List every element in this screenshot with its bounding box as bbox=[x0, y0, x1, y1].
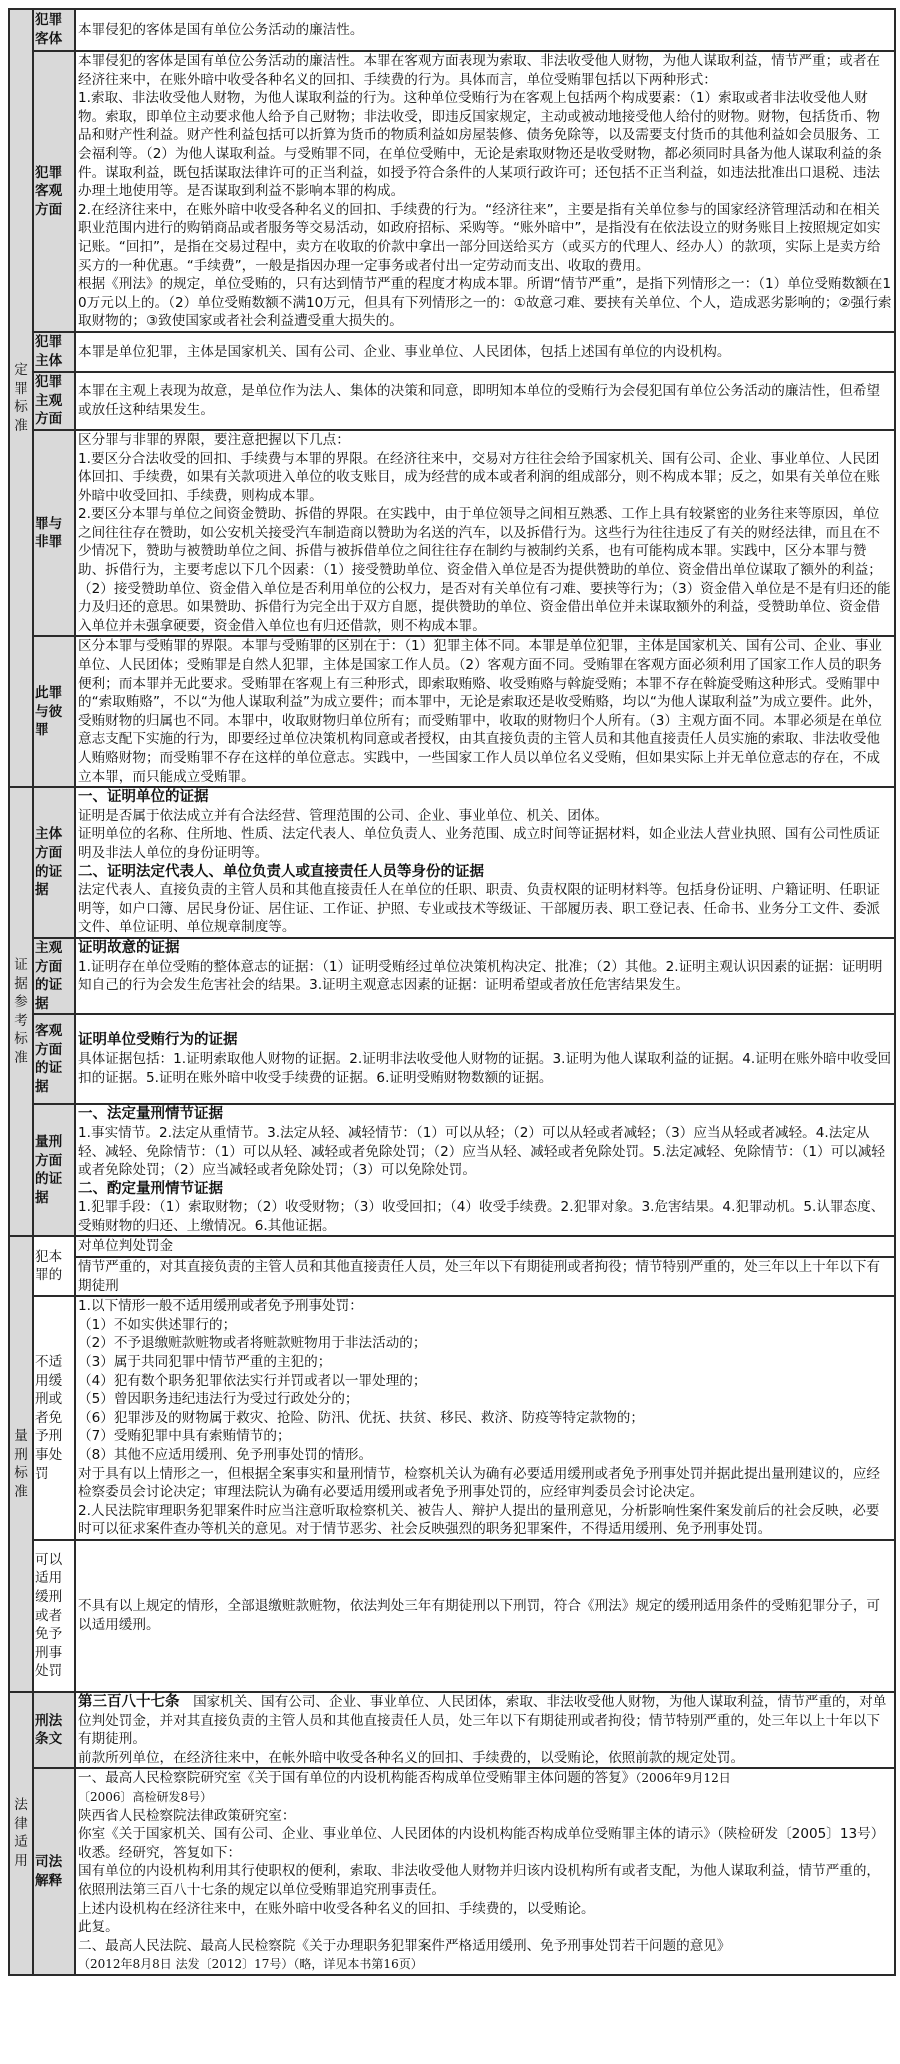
list-item: （1）不如实供述罪行的； bbox=[78, 1316, 237, 1333]
text-crime-subject: 本罪是单位犯罪，主体是国家机关、国有公司、企业、事业单位、人民团体，包括上述国有单位的内设机构。 bbox=[75, 332, 895, 372]
list-item: （5）曾因职务违纪违法行为受过行政处分的； bbox=[78, 1391, 359, 1408]
label-crime-subjective: 犯罪主观方面 bbox=[33, 372, 75, 430]
heading: 一、法定量刑情节证据 bbox=[78, 1106, 223, 1123]
heading: 二、酌定量刑情节证据 bbox=[78, 1180, 223, 1197]
paragraph bbox=[78, 1693, 892, 1749]
list-item: （2）不予退缴赃款赃物或者将赃款赃物用于非法活动的； bbox=[78, 1335, 427, 1352]
row-probation-applicable bbox=[9, 1540, 895, 1692]
paragraph: 你室《关于国家机关、国有公司、企业、事业单位、人民团体的内设机构能否构成单位受贿罪主体的请示》（陕检研发〔2005〕13号）收悉。经研究，答复如下： bbox=[78, 1826, 885, 1861]
heading: 二、证明法定代表人、单位负责人或直接责任人员等身份的证据 bbox=[78, 863, 484, 880]
row-probation-not-applicable bbox=[9, 1296, 895, 1540]
row-interpretation bbox=[9, 1768, 895, 1975]
row-crime-object bbox=[9, 9, 895, 51]
row-penalty-imprisonment bbox=[9, 1257, 895, 1296]
list-item: （6）犯罪涉及的财物属于救灾、抢险、防汛、优抚、扶贫、移民、救济、防疫等特定款物的； bbox=[78, 1409, 644, 1426]
category-evidence-standard: 证据参考标准 bbox=[9, 787, 33, 1236]
paragraph: 前款所列单位，在经济往来中，在帐外暗中收受各种名义的回扣、手续费的，以受贿论，依照前款的规定处罚。 bbox=[78, 1749, 745, 1766]
paragraph: 本罪侵犯的客体是国有单位公务活动的廉洁性。本罪在客观方面表现为索取、非法收受他人财物，为他人谋取利益，情节严重；或者在经济往来中，在账外暗中收受各种名义的回扣、手续费的行为。具体而言，单位受贿罪包括以下两种形式： bbox=[78, 53, 881, 88]
category-law-application: 法律适用 bbox=[9, 1692, 33, 1975]
label-crime-object: 犯罪客体 bbox=[33, 9, 75, 51]
heading: 一、证明单位的证据 bbox=[78, 789, 209, 806]
paragraph: 1.事实情节。2.法定从重情节。3.法定从轻、减轻情节：（1）可以从轻；（2）可以从轻或者减轻；（3）应当从轻或者减轻。4.法定从轻、减轻、免除情节：（1）可以从轻、减轻或者免除处罚；（2）应当从轻、减轻或者免除处罚。5.法定减轻、免除情节：（1）可以减轻或者免除处罚；（2）应当减轻或者免除处罚；（3）可以免除处罚。 bbox=[78, 1124, 885, 1179]
label-statute: 刑法条文 bbox=[33, 1692, 75, 1768]
legal-standards-document bbox=[8, 8, 896, 1976]
heading: 证明单位受贿行为的证据 bbox=[78, 1032, 238, 1049]
paragraph bbox=[78, 1769, 892, 1788]
list-item: （8）其他不应适用缓刑、免予刑事处罚的情形。 bbox=[78, 1447, 373, 1463]
paragraph: 根据《刑法》的规定，单位受贿的，只有达到情节严重的程度才构成本罪。所谓“情节严重”，是指下列情形之一：（1）单位受贿数额在10万元以上的。（2）单位受贿数额不满10万元，但具有下列情形之一的：①故意刁难、要挟有关单位、个人，造成恶劣影响的；②强行索取财物的；③致使国家或者社会利益遭受重大损失的。 bbox=[78, 276, 892, 330]
reference: （2006年9月12日 bbox=[635, 1771, 731, 1786]
text-statute bbox=[75, 1692, 895, 1768]
paragraph: 具体证据包括：1.证明索取他人财物的证据。2.证明非法收受他人财物的证据。3.证明为他人谋取利益的证据。4.证明在账外暗中收受回扣的证据。5.证明在账外暗中收受手续费的证据。6.证明受贿财物数额的证据。 bbox=[78, 1051, 892, 1086]
label-evidence-subjective: 主观方面的证据 bbox=[33, 938, 75, 1014]
paragraph: 法定代表人、直接负责的主管人员和其他直接责任人在单位的任职、职责、负责权限的证明材料等。包括身份证明、户籍证明、任职证明等，如户口簿、居民身份证、居住证、工作证、护照、专业或技术等级证、干部履历表、职工登记表、任命书、业务分工文件、委派文件、单位证明、单位规章制度等。 bbox=[78, 882, 881, 936]
row-crime-subjective bbox=[9, 372, 895, 430]
text-this-vs-that: 区分本罪与受贿罪的界限。本罪与受贿罪的区别在于：（1）犯罪主体不同。本罪是单位犯罪，主体是国家机关、国有公司、企业、事业单位、人民团体；受贿罪是自然人犯罪，主体是国家工作人员。（2）客观方面不同。受贿罪在客观方面必须利用了国家工作人员的职务便利；而本罪并无此要求。受贿罪在客观上有三种形式，即索取贿赂、收受贿赂与斡旋受贿；本罪不存在斡旋受贿这种形式。受贿罪中的“索取贿赂”，不以“为他人谋取利益”为成立要件；而本罪中，无论是索取还是收受贿赂，均以“为他人谋取利益”为成立要件。此外，受贿财物的归属也不同。本罪中，收取财物归单位所有；而受贿罪中，收取的财物归个人所有。（3）主观方面不同。本罪必须是在单位意志支配下实施的行为，即要经过单位决策机构同意或者授权，由其直接负责的主管人员和其他直接责任人员实施的索取、非法收受他人贿赂财物；而受贿罪不存在这样的单位意志。实践中，一些国家工作人员以单位名义受贿，但如果实际上并无单位意志的存在，不成立本罪，而只能成立受贿罪。 bbox=[75, 636, 895, 787]
article-number: 第三百八十七条 bbox=[78, 1693, 180, 1710]
text-crime-subjective: 本罪在主观上表现为故意，是单位作为法人、集体的决策和同意，即明知本单位的受贿行为会侵犯国有单位公务活动的廉洁性，但希望或放任这种结果发生。 bbox=[75, 372, 895, 430]
paragraph: 陕西省人民检察院法律政策研究室： bbox=[78, 1807, 296, 1824]
paragraph: 1.证明存在单位受贿的整体意志的证据：（1）证明受贿经过单位决策机构决定、批准；（2）其他。2.证明主观认识因素的证据：证明明知自己的行为会发生危害社会的结果。3.证明主观意志因素的证据：证明希望或者放任危害结果发生。 bbox=[78, 958, 883, 994]
category-sentencing-standard: 量刑标准 bbox=[9, 1236, 33, 1692]
paragraph: 证明单位的名称、住所地、性质、法定代表人、单位负责人、业务范围、成立时间等证据材料，如企业法人营业执照、国有公司性质证明及非法人单位的身份证明等。 bbox=[78, 826, 881, 861]
paragraph: 国有单位的内设机构利用其行使职权的便利，索取、非法收受他人财物并归该内设机构所有或者支配，为他人谋取利益，情节严重的，依照刑法第三百八十七条的规定以单位受贿罪追究刑事责任。 bbox=[78, 1863, 881, 1898]
label-evidence-objective: 客观方面的证据 bbox=[33, 1014, 75, 1104]
row-evidence-subjective bbox=[9, 938, 895, 1014]
label-probation-not-applicable: 不适用缓刑或者免予刑事处罚 bbox=[33, 1296, 75, 1540]
list-item: （3）属于共同犯罪中情节严重的主犯的； bbox=[78, 1354, 332, 1371]
row-penalty-fine bbox=[9, 1236, 895, 1257]
label-crime-objective: 犯罪客观方面 bbox=[33, 51, 75, 332]
interpretation-title-1: 一、最高人民检察院研究室《关于国有单位的内设机构能否构成单位受贿罪主体问题的答复》 bbox=[78, 1770, 636, 1787]
row-evidence-objective bbox=[9, 1014, 895, 1104]
row-evidence-subject bbox=[9, 787, 895, 938]
row-evidence-sentencing bbox=[9, 1104, 895, 1236]
row-crime-vs-noncrime bbox=[9, 430, 895, 637]
text-probation-applicable: 不具有以上规定的情形，全部退缴赃款赃物，依法判处三年有期徒刑以下刑罚，符合《刑法》规定的缓刑适用条件的受贿犯罪分子，可以适用缓刑。 bbox=[75, 1540, 895, 1692]
text-evidence-objective bbox=[75, 1014, 895, 1104]
text-crime-vs-noncrime bbox=[75, 430, 895, 637]
label-probation-applicable: 可以适用缓刑或者免予刑事处罚 bbox=[33, 1540, 75, 1692]
text-penalty-fine: 对单位判处罚金 bbox=[75, 1236, 895, 1257]
article-text: 国家机关、国有公司、企业、事业单位、人民团体，索取、非法收受他人财物，为他人谋取利益，情节严重的，对单位判处罚金，并对其直接负责的主管人员和其他直接责任人员，处三年以下有期徒刑或者拘役；情节特别严重的，处三年以上十年以下有期徒刑。 bbox=[78, 1693, 887, 1748]
paragraph: 此复。 bbox=[78, 1919, 119, 1936]
paragraph: 1.犯罪手段：（1）索取财物；（2）收受财物；（3）收受回扣；（4）收受手续费。2.犯罪对象。3.危害结果。4.犯罪动机。5.认罪态度、受贿财物的归还、上缴情况。6.其他证据。 bbox=[78, 1199, 885, 1234]
text-crime-objective bbox=[75, 51, 895, 332]
row-crime-objective bbox=[9, 51, 895, 332]
heading: 证明故意的证据 bbox=[78, 939, 180, 956]
text-evidence-subjective bbox=[75, 938, 895, 1014]
label-crime-vs-noncrime: 罪与非罪 bbox=[33, 430, 75, 637]
paragraph: 对于具有以上情形之一，但根据全案事实和量刑情节，检察机关认为确有必要适用缓刑或者免予刑事处罚并据此提出量刑建议的，应经检察委员会讨论决定；审理法院认为确有必要适用缓刑或者免予刑事处罚的，应经审判委员会讨论决定。 bbox=[78, 1465, 881, 1501]
paragraph: 2.人民法院审理职务犯罪案件时应当注意听取检察机关、被告人、辩护人提出的量刑意见，分析影响性案件案发前后的社会反映，必要时可以征求案件查办等机关的意见。对于情节恶劣、社会反映强烈的职务犯罪案件，不得适用缓刑、免予刑事处罚。 bbox=[78, 1502, 880, 1538]
standards-table bbox=[8, 8, 896, 1976]
text-crime-object: 本罪侵犯的客体是国有单位公务活动的廉洁性。 bbox=[75, 9, 895, 51]
list-item: 1.以下情形一般不适用缓刑或者免予刑事处罚： bbox=[78, 1298, 363, 1315]
list-item: （4）犯有数个职务犯罪依法实行并罚或者以一罪处理的； bbox=[78, 1372, 427, 1389]
category-conviction-standard: 定罪标准 bbox=[9, 9, 33, 787]
text-interpretation bbox=[75, 1768, 895, 1975]
interpretation-title-2: 二、最高人民法院、最高人民检察院《关于办理职务犯罪案件严格适用缓刑、免予刑事处罚若干问题的意见》 bbox=[78, 1937, 731, 1954]
text-probation-not-applicable bbox=[75, 1296, 895, 1540]
text-evidence-subject bbox=[75, 787, 895, 938]
text-evidence-sentencing bbox=[75, 1104, 895, 1236]
label-this-vs-that: 此罪与彼罪 bbox=[33, 636, 75, 787]
label-evidence-sentencing: 量刑方面的证据 bbox=[33, 1104, 75, 1236]
reference: 〔2006〕高检研发8号） bbox=[78, 1789, 213, 1804]
list-item: （7）受贿犯罪中具有索贿情节的； bbox=[78, 1428, 291, 1445]
reference: （2012年8月8日 法发〔2012〕17号）（略，详见本书第16页） bbox=[78, 1957, 423, 1972]
paragraph: 区分罪与非罪的界限，要注意把握以下几点： bbox=[78, 431, 350, 448]
paragraph: 1.索取、非法收受他人财物，为他人谋取利益的行为。这种单位受贿行为在客观上包括两个构成要素：（1）索取或者非法收受他人财物。索取，即单位主动要求他人给予自己财物；非法收受，即违反国家规定，主动或被动地接受他人给付的财物。财物，包括货币、物品和财产性利益。财产性利益包括可以折算为货币的物质利益如房屋装修、债务免除等，以及需要支付货币的其他利益如会员服务、工会福利等。（2）为他人谋取利益。与受贿罪不同，在单位受贿中，无论是索取财物还是收受财物，都必须同时具备为他人谋取利益的条件。谋取利益，既包括谋取法律许可的正当利益，如授予符合条件的人某项行政许可；还包括不正当利益，如违法批准出口退税、违法办理土地使用等。是否谋取到利益不影响本罪的构成。 bbox=[78, 90, 882, 200]
paragraph: 证明是否属于依法成立并有合法经营、管理范围的公司、企业、事业单位、机关、团体。 bbox=[78, 807, 609, 824]
paragraph: 2.要区分本罪与单位之间资金赞助、拆借的界限。在实践中，由于单位领导之间相互熟悉、工作上具有较紧密的业务往来等原因，单位之间往往存在赞助，如公安机关接受汽车制造商以赞助为名送的汽车，以及拆借行为。这些行为往往违反了有关的财经法律，而且在不少情况下，赞助与被赞助单位之间、拆借与被拆借单位之间往往存在制约与被制约关系，也有可能构成本罪。实践中，区分本罪与赞助、拆借行为，主要考虑以下几个因素：（1）接受赞助单位、资金借入单位是否为提供赞助的单位、资金借出单位谋取了额外的利益；（2）接受赞助单位、资金借入单位是否利用单位的公权力，是否对有关单位有刁难、要挟等行为；（3）资金借入单位是不是有归还的能力及归还的意思。如果赞助、拆借行为完全出于双方自愿，提供赞助的单位、资金借出单位并未谋取额外的利益，受赞助单位、资金借入单位并未强拿硬要，资金借入单位也有归还借款，则不构成本罪。 bbox=[78, 506, 891, 634]
row-crime-subject bbox=[9, 332, 895, 372]
row-this-vs-that bbox=[9, 636, 895, 787]
label-penalty: 犯本罪的 bbox=[33, 1236, 75, 1296]
paragraph: 上述内设机构在经济往来中，在账外暗中收受各种名义的回扣、手续费的，以受贿论。 bbox=[78, 1900, 595, 1917]
label-interpretation: 司法解释 bbox=[33, 1768, 75, 1975]
paragraph: 1.要区分合法收受的回扣、手续费与本罪的界限。在经济往来中，交易对方往往会给予国家机关、国有公司、企业、事业单位、人民团体回扣、手续费，如果有关款项进入单位的收支账目，成为经营的成本或者利润的组成部分，则不构成本罪；反之，如果有关单位在账外暗中收受回扣、手续费，则构成本罪。 bbox=[78, 450, 881, 504]
row-statute bbox=[9, 1692, 895, 1768]
paragraph: 2.在经济往来中，在账外暗中收受各种名义的回扣、手续费的行为。“经济往来”，主要是指有关单位参与的国家经济管理活动和在相关职业范围内进行的购销商品或者服务等交易活动，如政府招标、采购等。“账外暗中”，是指没有在依法设立的财务账目上按照规定如实记账。“回扣”，是指在交易过程中，卖方在收取的价款中拿出一部分回送给买方（或买方的代理人、经办人）的款项，实际上是卖方给买方的一种优惠。“手续费”，一般是指因办理一定事务或者付出一定劳动而支出、收取的费用。 bbox=[78, 201, 881, 274]
label-crime-subject: 犯罪主体 bbox=[33, 332, 75, 372]
text-penalty-imprisonment: 情节严重的，对其直接负责的主管人员和其他直接责任人员，处三年以下有期徒刑或者拘役；情节特别严重的，处三年以上十年以下有期徒刑 bbox=[75, 1257, 895, 1296]
label-evidence-subject: 主体方面的证据 bbox=[33, 787, 75, 938]
